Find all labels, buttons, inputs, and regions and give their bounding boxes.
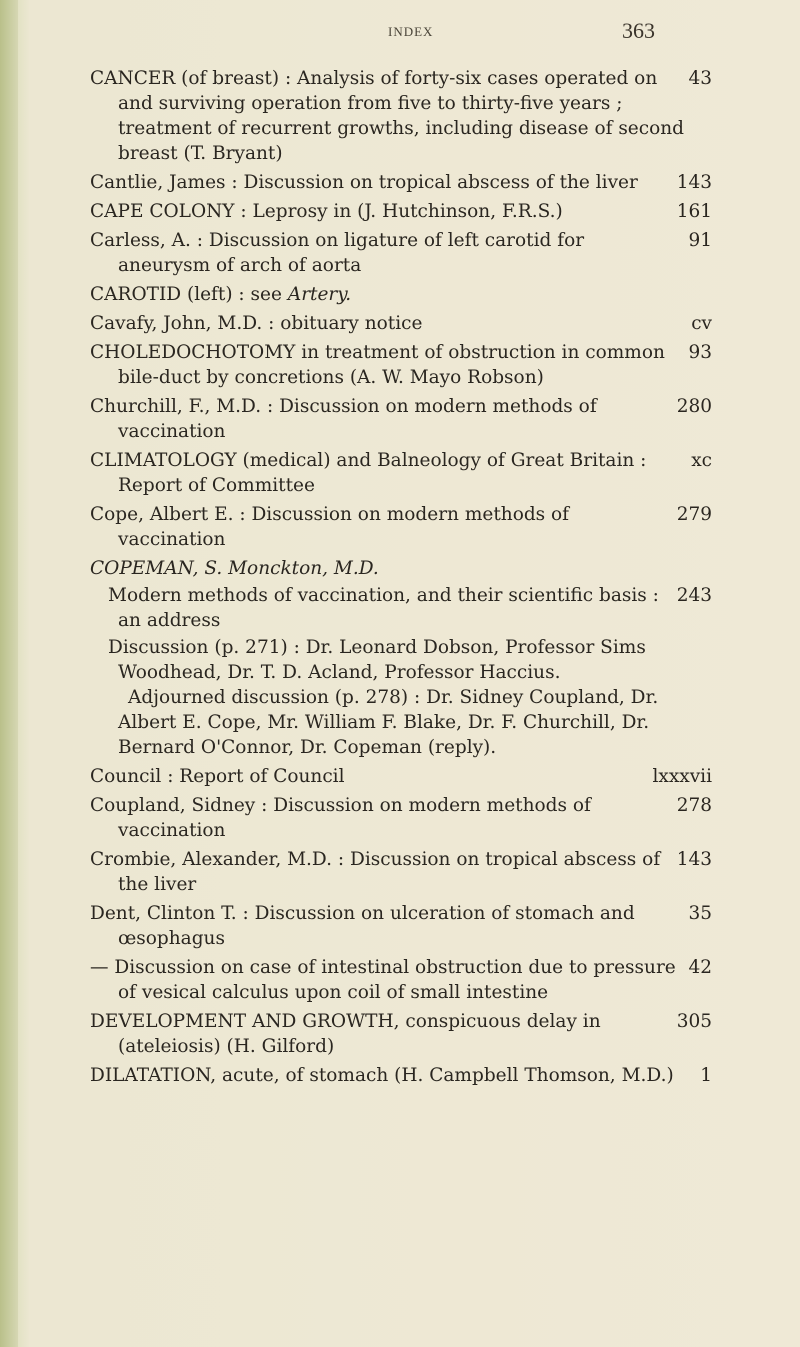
entry-page: 43	[688, 68, 712, 89]
index-entry-dent	[90, 901, 712, 951]
index-entries	[90, 66, 712, 1088]
entry-page: 91	[688, 230, 712, 251]
entry-text: DEVELOPMENT AND GROWTH, conspicuous delay in (ateleiosis) (H. Gilford)	[90, 1011, 601, 1057]
index-entry-cavafy	[90, 311, 712, 336]
entry-text: Council : Report of Council	[90, 766, 345, 787]
index-entry-cancer	[90, 66, 712, 166]
entry-text: DILATATION, acute, of stomach (H. Campbell Thomson, M.D.)	[90, 1065, 674, 1086]
entry-text: Churchill, F., M.D. : Discussion on modern methods of vaccination	[90, 396, 597, 442]
index-entry-cape-colony	[90, 199, 712, 224]
entry-page: cv	[691, 313, 712, 334]
entry-text: Crombie, Alexander, M.D. : Discussion on tropical abscess of the liver	[90, 849, 661, 895]
index-entry-choledochotomy	[90, 340, 712, 390]
entry-page: 305	[676, 1011, 712, 1032]
index-entry-council	[90, 764, 712, 789]
book-gutter	[0, 0, 18, 1347]
entry-page: 35	[688, 903, 712, 924]
index-subentry-copeman-address	[90, 583, 712, 633]
entry-page: 42	[688, 957, 712, 978]
cross-reference: Artery.	[287, 284, 352, 305]
entry-text: CANCER (of breast) : Analysis of forty-six cases operated on and surviving operation from five to thirty-five years ; treatment of recurrent growths, including disease of second breast (T. Bryant)	[90, 68, 685, 164]
index-entry-cantlie	[90, 170, 712, 195]
entry-page: 93	[688, 342, 712, 363]
entry-text: — Discussion on case of intestinal obstruction due to pressure of vesical calculus upon coil of small intestine	[90, 957, 676, 1003]
index-entry-carotid	[90, 282, 712, 307]
index-entry-copeman-heading	[90, 556, 712, 581]
entry-heading: COPEMAN, S. Monckton, M.D.	[90, 558, 379, 579]
index-entry-climatology	[90, 448, 712, 498]
entry-text: Coupland, Sidney : Discussion on modern methods of vaccination	[90, 795, 591, 841]
entry-page: 143	[676, 172, 712, 193]
entry-text: Adjourned discussion (p. 278) : Dr. Sidney Coupland, Dr. Albert E. Cope, Mr. William F. Blake, Dr. F. Churchill, Dr. Bernard O'Connor, Dr. Copeman (reply).	[118, 687, 659, 758]
entry-page: 278	[676, 795, 712, 816]
entry-page: 279	[676, 504, 712, 525]
entry-text: Carless, A. : Discussion on ligature of left carotid for aneurysm of arch of aorta	[90, 230, 585, 276]
entry-text: CLIMATOLOGY (medical) and Balneology of Great Britain : Report of Committee	[90, 450, 647, 496]
entry-page: 243	[676, 585, 712, 606]
index-entry-cope	[90, 502, 712, 552]
entry-text: CAROTID (left) : see	[90, 284, 288, 305]
entry-text: Discussion (p. 271) : Dr. Leonard Dobson, Professor Sims Woodhead, Dr. T. D. Acland, Professor Haccius.	[108, 637, 646, 683]
index-subentry-copeman-adjourned	[90, 685, 712, 760]
entry-text: Cavafy, John, M.D. : obituary notice	[90, 313, 423, 334]
index-subentry-copeman-discussion	[90, 635, 712, 685]
entry-page: xc	[691, 450, 712, 471]
index-entry-churchill	[90, 394, 712, 444]
entry-page: 1	[700, 1065, 712, 1086]
index-entry-crombie	[90, 847, 712, 897]
entry-text: Cantlie, James : Discussion on tropical abscess of the liver	[90, 172, 638, 193]
running-head: INDEX	[388, 24, 434, 39]
entry-text: Modern methods of vaccination, and their scientific basis : an address	[108, 585, 659, 631]
entry-page: 280	[676, 396, 712, 417]
entry-page: 143	[676, 849, 712, 870]
page-number: 363	[622, 18, 655, 43]
entry-text: CAPE COLONY : Leprosy in (J. Hutchinson, F.R.S.)	[90, 201, 563, 222]
entry-text: Cope, Albert E. : Discussion on modern methods of vaccination	[90, 504, 570, 550]
entry-text: CHOLEDOCHOTOMY in treatment of obstruction in common bile-duct by concretions (A. W. Mayo Robson)	[90, 342, 665, 388]
index-entry-carless	[90, 228, 712, 278]
entry-page: 161	[676, 201, 712, 222]
entry-page: lxxxvii	[652, 766, 712, 787]
index-entry-dent-continued	[90, 955, 712, 1005]
page-header	[0, 18, 800, 48]
entry-text: Dent, Clinton T. : Discussion on ulceration of stomach and œsophagus	[90, 903, 635, 949]
index-entry-coupland	[90, 793, 712, 843]
index-entry-development	[90, 1009, 712, 1059]
index-entry-dilatation	[90, 1063, 712, 1088]
